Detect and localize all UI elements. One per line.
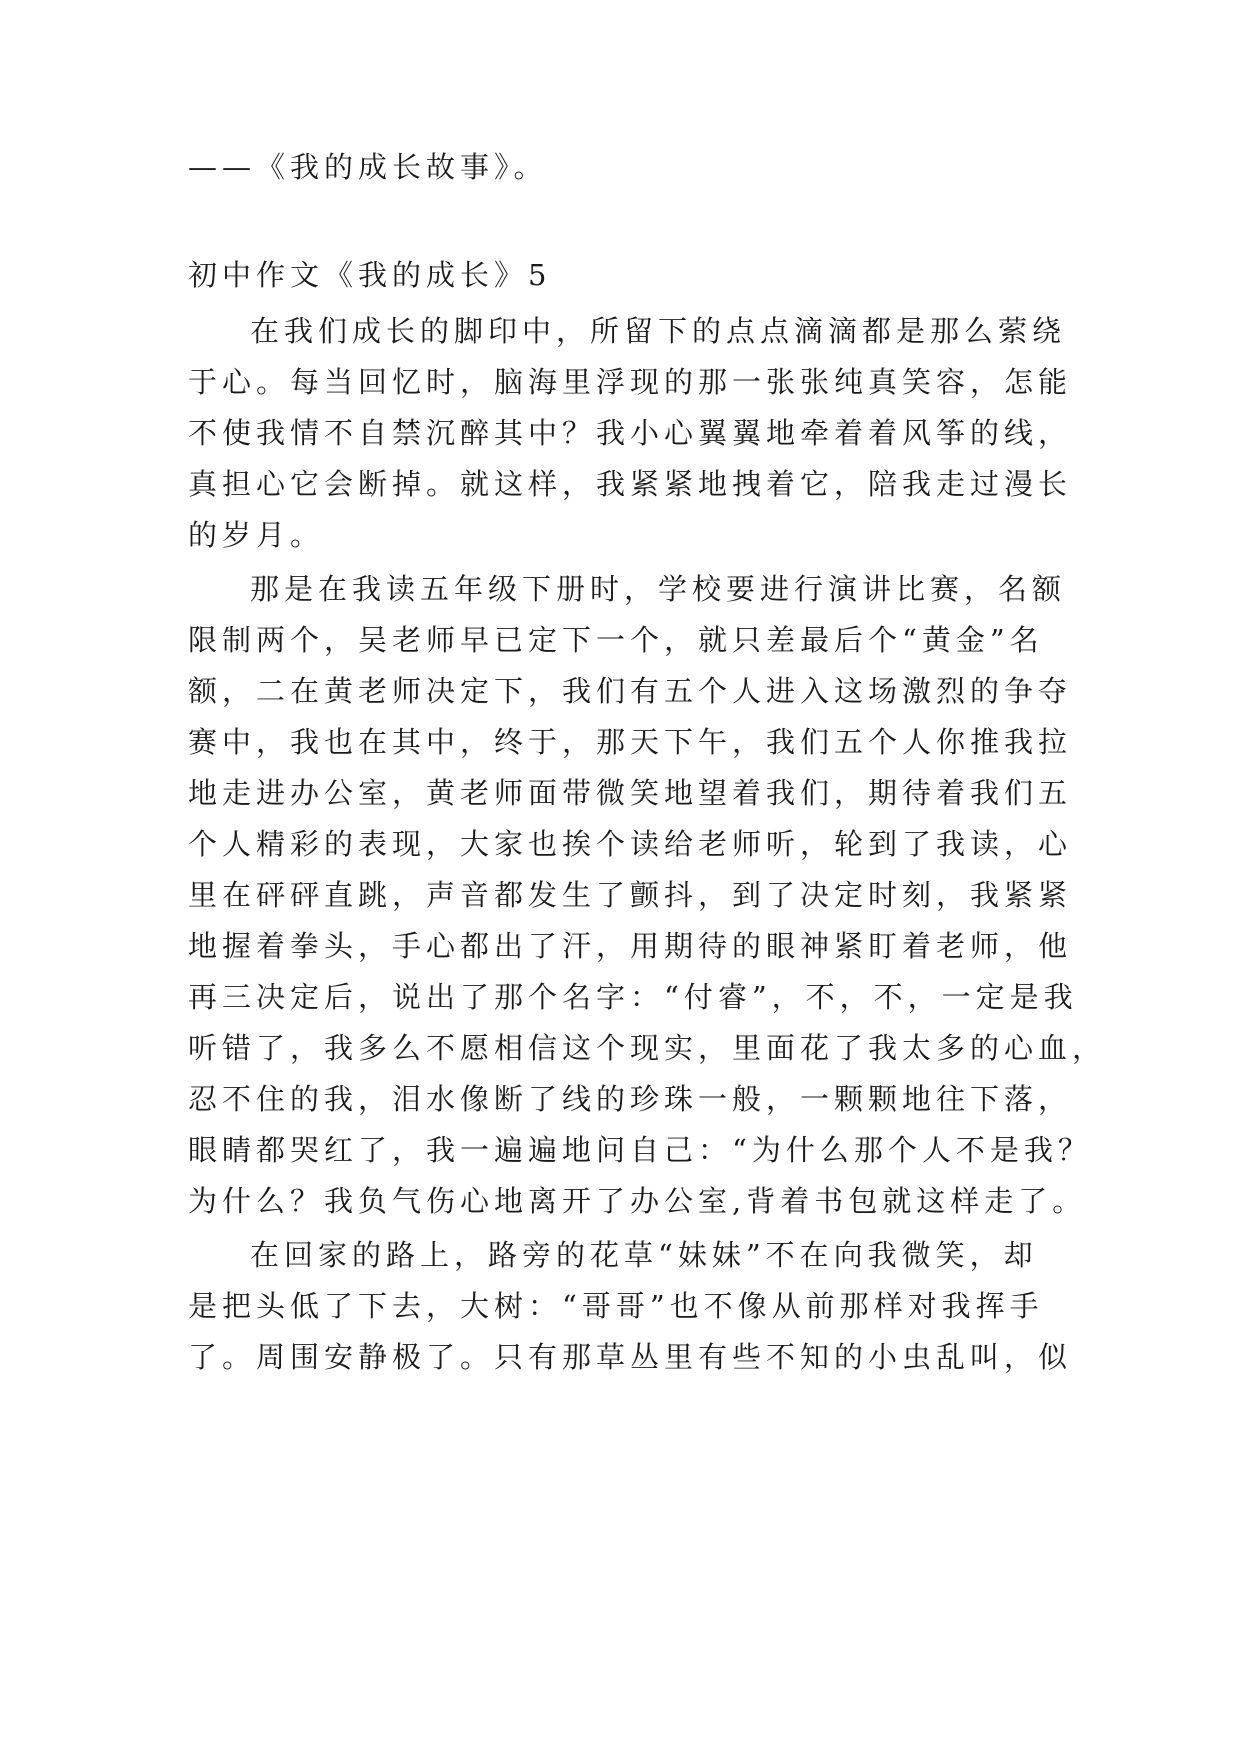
previous-section-tail: ——《我的成长故事》。 xyxy=(188,150,548,184)
paragraph-2-line-4: 赛中，我也在其中，终于，那天下午，我们五个人你推我拉 xyxy=(188,725,1073,759)
paragraph-2-line-12: 眼睛都哭红了，我一遍遍地问自己：“为什么那个人不是我？ xyxy=(188,1133,1092,1167)
paragraph-2-line-6: 个人精彩的表现，大家也挨个读给老师听，轮到了我读，心 xyxy=(188,827,1073,861)
paragraph-2-line-5: 地走进办公室，黄老师面带微笑地望着我们，期待着我们五 xyxy=(188,776,1073,810)
paragraph-2-line-3: 额，二在黄老师决定下，我们有五个人进入这场激烈的争夺 xyxy=(188,674,1073,708)
paragraph-2-line-13: 为什么？我负气伤心地离开了办公室,背着书包就这样走了。 xyxy=(188,1184,1087,1218)
paragraph-1-line-5: 的岁月。 xyxy=(188,518,325,552)
article-title: 初中作文《我的成长》5 xyxy=(188,258,552,292)
paragraph-2-line-1: 那是在我读五年级下册时，学校要进行演讲比赛，名额 xyxy=(250,572,1067,606)
paragraph-2-line-10: 听错了，我多么不愿相信这个现实，里面花了我太多的心血， xyxy=(188,1031,1107,1065)
paragraph-3-line-1: 在回家的路上，路旁的花草“妹妹”不在向我微笑，却 xyxy=(250,1238,1038,1272)
paragraph-3-line-3: 了。周围安静极了。只有那草丛里有些不知的小虫乱叫，似 xyxy=(188,1340,1073,1374)
paragraph-1-line-2: 于心。每当回忆时，脑海里浮现的那一张张纯真笑容，怎能 xyxy=(188,365,1073,399)
paragraph-1-line-4: 真担心它会断掉。就这样，我紧紧地拽着它，陪我走过漫长 xyxy=(188,467,1073,501)
paragraph-2-line-7: 里在砰砰直跳，声音都发生了颤抖，到了决定时刻，我紧紧 xyxy=(188,878,1073,912)
paragraph-2-line-8: 地握着拳头，手心都出了汗，用期待的眼神紧盯着老师，他 xyxy=(188,929,1073,963)
paragraph-2-line-2: 限制两个，吴老师早已定下一个，就只差最后个“黄金”名 xyxy=(188,623,1044,657)
paragraph-2-line-11: 忍不住的我，泪水像断了线的珍珠一般，一颗颗地往下落， xyxy=(188,1082,1073,1116)
paragraph-1-line-3: 不使我情不自禁沉醉其中？我小心翼翼地牵着着风筝的线， xyxy=(188,416,1073,450)
paragraph-3-line-2: 是把头低了下去，大树：“哥哥”也不像从前那样对我挥手 xyxy=(188,1289,1044,1323)
paragraph-2-line-9: 再三决定后，说出了那个名字：“付睿”，不，不，一定是我 xyxy=(188,980,1078,1014)
paragraph-1-line-1: 在我们成长的脚印中，所留下的点点滴滴都是那么萦绕 xyxy=(250,314,1067,348)
